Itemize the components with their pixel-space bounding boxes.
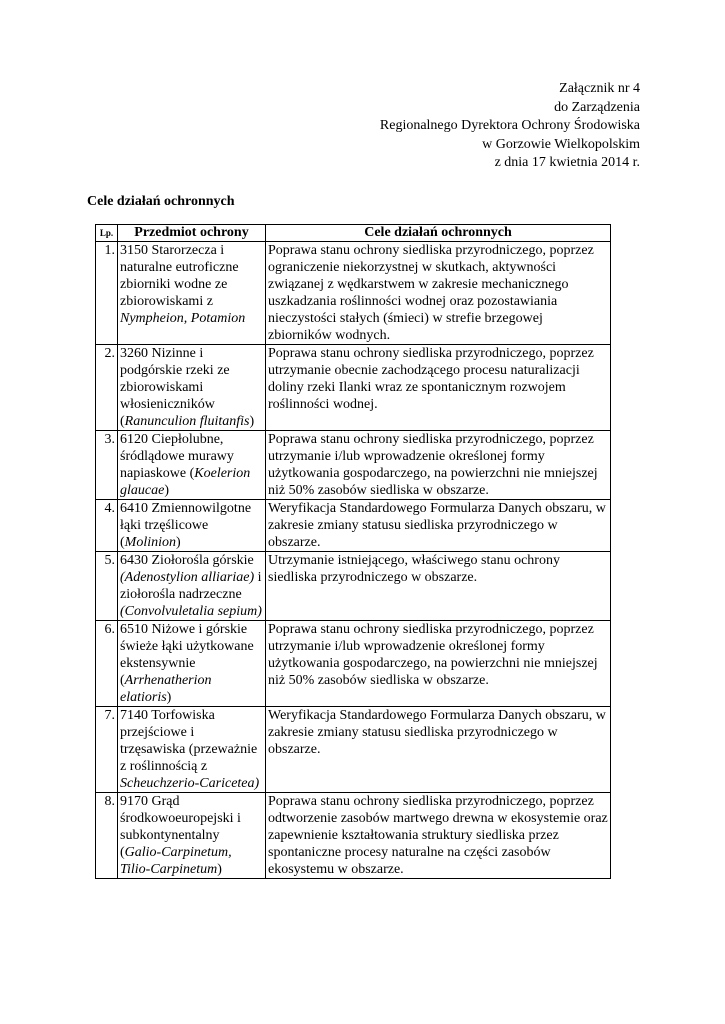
table-row [96,552,611,621]
row-number: 1. [96,242,118,345]
column-header-subject: Przedmiot ochrony [118,225,266,242]
protection-goal: Weryfikacja Standardowego Formularza Danych obszaru, w zakresie zmiany statusu siedliska przyrodniczego w obszarze. [266,500,611,552]
column-header-lp: Lp. [96,225,118,242]
subject-text: 3150 Starorzecza i naturalne eutroficzne zbiorniki wodne ze zbiorowiskami z [120,243,239,309]
subject-text: 6510 Niżowe i górskie świeże łąki użytkowane ekstensywnie ( [120,622,254,688]
subject-text: 6410 Zmiennowilgotne łąki trzęślicowe ( [120,501,252,550]
subject-text: 6120 Ciepłolubne, śródlądowe murawy napiaskowe ( [120,432,234,481]
header-line: z dnia 17 kwietnia 2014 r. [494,155,640,170]
protection-goal: Poprawa stanu ochrony siedliska przyrodniczego, poprzez utrzymanie obecnie zachodzącego procesu naturalizacji doliny rzeki Ilanki wraz ze spontanicznym rozwojem roślinności wodnej. [266,345,611,431]
protection-subject [118,552,266,621]
table-row [96,500,611,552]
row-number: 4. [96,500,118,552]
protection-subject [118,793,266,879]
protection-goal: Poprawa stanu ochrony siedliska przyrodniczego, poprzez utrzymanie i/lub wprowadzenie określonej formy użytkowania gospodarczego, na powierzchni nie mniejszej niż 50% zasobów siedliska w obszarze. [266,431,611,500]
subject-text: 3260 Nizinne i podgórskie rzeki ze zbiorowiskami włosieniczników ( [120,346,230,429]
row-number: 2. [96,345,118,431]
subject-text: 7140 Torfowiska przejściowe i trzęsawiska (przeważnie z roślinnością z [120,708,258,774]
section-title: Cele działań ochronnych [87,194,235,209]
header-line: do Zarządzenia [554,99,640,115]
protection-goal: Utrzymanie istniejącego, właściwego stanu ochrony siedliska przyrodniczego w obszarze. [266,552,611,621]
protection-subject [118,431,266,500]
header-line: Regionalnego Dyrektora Ochrony Środowiska [379,118,640,133]
table-header-row [96,225,611,242]
subject-text: Koelerion glaucae [120,466,251,498]
subject-text: 6430 Ziołorośla górskie [120,553,254,568]
subject-text: 9170 Grąd środkowoeuropejski i subkontynentalny ( [120,794,241,860]
protection-subject [118,621,266,707]
subject-text: Arrhenatherion elatioris [120,673,212,705]
subject-text: (Adenostylion alliariae) [120,570,255,585]
protection-subject [118,345,266,431]
subject-text: Galio-Carpinetum, Tilio-Carpinetum [120,845,232,877]
subject-text: Ranunculion fluitanfis [124,414,250,429]
column-header-goals: Cele działań ochronnych [266,225,611,242]
subject-text: ) [164,483,169,498]
subject-text: ) [249,414,255,429]
row-number: 5. [96,552,118,621]
protection-goal: Poprawa stanu ochrony siedliska przyrodniczego, poprzez utrzymanie i/lub wprowadzenie określonej formy użytkowania gospodarczego, na powierzchni nie mniejszej niż 50% zasobów siedliska w obszarze. [266,621,611,707]
protection-goal: Poprawa stanu ochrony siedliska przyrodniczego, poprzez odtworzenie zasobów martwego drewna w ekosystemie oraz zapewnienie kształtowania struktury siedliska przez spontaniczne procesy naturalne na części zasobów ekosystemu w obszarze. [266,793,611,879]
document-header [380,80,640,173]
row-number: 3. [96,431,118,500]
header-line: w Gorzowie Wielkopolskim [482,136,640,152]
protection-subject [118,500,266,552]
table-row [96,345,611,431]
subject-text: (Convolvuletalia sepium) [120,604,262,619]
subject-text: Molinion [124,535,177,550]
subject-text: ) [176,535,181,550]
protection-subject [118,242,266,345]
table-row [96,621,611,707]
goals-table [95,224,611,879]
subject-text: Nympheion, Potamion [120,311,246,326]
protection-subject [118,707,266,793]
subject-text: Scheuchzerio-Caricetea) [120,776,260,791]
row-number: 8. [96,793,118,879]
protection-goal: Weryfikacja Standardowego Formularza Danych obszaru, w zakresie zmiany statusu siedliska przyrodniczego w obszarze. [266,707,611,793]
subject-text: ) [217,862,222,877]
subject-text: ) [166,690,172,705]
protection-goal: Poprawa stanu ochrony siedliska przyrodniczego, poprzez ograniczenie niekorzystnej w skutkach, aktywności związanej z wędkarstwem w zakresie mechanicznego uszkadzania roślinności wodnej oraz pozostawiania nieczystości stałych (śmieci) w strefie brzegowej zbiorników wodnych. [266,242,611,345]
table-row [96,793,611,879]
table-row [96,242,611,345]
row-number: 7. [96,707,118,793]
table-row [96,707,611,793]
subject-text: i ziołorośla nadrzeczne [120,570,262,602]
row-number: 6. [96,621,118,707]
header-line: Załącznik nr 4 [559,81,640,96]
table-row [96,431,611,500]
